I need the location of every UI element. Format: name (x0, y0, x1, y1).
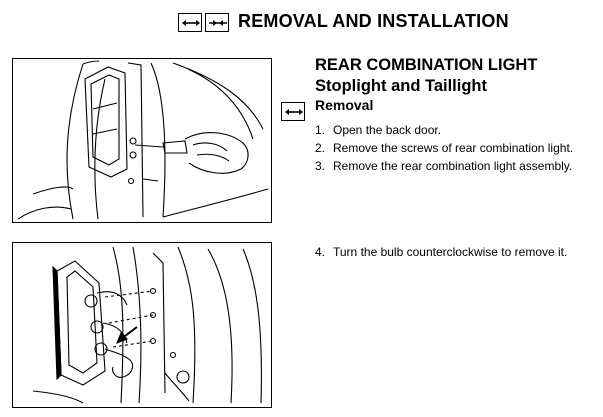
list-item: 4. Turn the bulb counterclockwise to remove it. (315, 245, 568, 259)
page-title: REMOVAL AND INSTALLATION (238, 11, 509, 31)
removal-icon (281, 102, 305, 121)
removal-heading: Removal (315, 97, 374, 113)
bulb-removal-illustration (12, 242, 272, 408)
list-item: 1. Open the back door. (315, 123, 442, 137)
rear-light-screws-illustration (12, 58, 272, 223)
list-item: 3. Remove the rear combination light assembly. (315, 159, 573, 173)
installation-icon (205, 13, 229, 32)
list-item: 2. Remove the screws of rear combination light. (315, 141, 574, 155)
section-subtitle: Stoplight and Taillight (315, 77, 488, 95)
section-title: REAR COMBINATION LIGHT (315, 56, 538, 74)
removal-icon (178, 13, 202, 32)
